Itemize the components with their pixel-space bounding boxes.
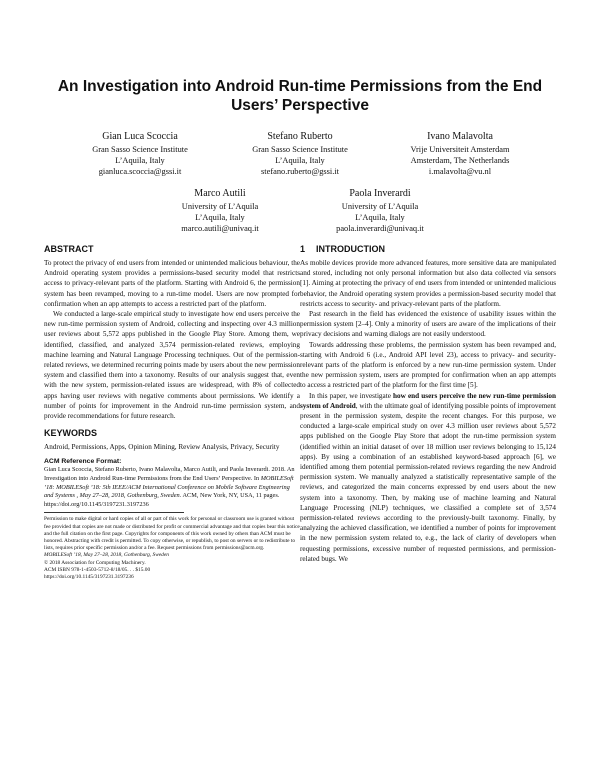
author-location: L’Aquila, Italy: [195, 213, 245, 223]
author-location: L’Aquila, Italy: [275, 156, 325, 166]
author-affiliation: University of L’Aquila: [181, 202, 259, 211]
author-name: Ivano Malavolta: [427, 131, 493, 142]
permission-notice: [44, 516, 300, 581]
author-location: L’Aquila, Italy: [355, 213, 405, 223]
author-name: Gian Luca Scoccia: [102, 131, 178, 142]
isbn-line: ACM ISBN 978-1-4503-5712-8/18/05. . . $15.00: [44, 566, 151, 573]
section-heading-introduction: [300, 243, 556, 255]
copyright-line: © 2018 Association for Computing Machinery.: [44, 559, 146, 566]
keywords-heading: KEYWORDS: [44, 428, 98, 439]
reference-venue: MOBILESoft ’18: MOBILESoft ’18: 5th IEEE/ACM International Conference on Mobile Software Engineering and Systems , May 27–28, 2018, Gothenburg, Sweden.: [44, 475, 294, 500]
intro-paragraph: [300, 391, 556, 564]
author-email: stefano.ruberto@gssi.it: [261, 167, 339, 177]
author-email: gianluca.scoccia@gssi.it: [98, 167, 182, 177]
abstract-paragraph: We conducted a large-scale empirical study to investigate how end users perceive the new run-time permission system of Android, collecting and inspecting over 4.3 million user reviews about 5,572 apps published in the Google Play Store. Among them, we identified, classified, and analyzed 3,574 permission-related reviews, employing machine learning and Natural Language Processing techniques. Out of the permission-related reviews, we determined recurring points made by users about the new permission system and classified them into a taxonomy. Results of our analysis suggest that, even with the new system, permission-related issues are widespread, with 8% of collected apps having user reviews with negative comments about permissions. We identify a number of points for improvement in the Android run-time permission system, and provide recommendations for future research.: [44, 310, 300, 421]
author-location: Amsterdam, The Netherlands: [410, 156, 510, 166]
author-affiliation: Vrije Universiteit Amsterdam: [410, 145, 510, 154]
abstract-heading: ABSTRACT: [44, 244, 94, 254]
permission-text: Permission to make digital or hard copies of all or part of this work for personal or classroom use is granted without fee provided that copies are not made or distributed for profit or commercial advantage and that copies bear this notice and the full citation on the first page. Copyrights for components of this work owned by others than ACM must be honored. Abstracting with credit is permitted. To copy otherwise, or republish, to post on servers or to redistribute to lists, requires prior specific permission and/or a fee. Request permissions from permissions@acm.org.: [44, 516, 300, 552]
doi-line: https://doi.org/10.1145/3197231.3197236: [44, 574, 134, 581]
author-block: [220, 130, 380, 178]
author-block: [370, 130, 550, 178]
author-block: [60, 130, 220, 178]
author-affiliation: Gran Sasso Science Institute: [92, 145, 188, 154]
author-email: i.malavolta@vu.nl: [428, 167, 492, 177]
author-affiliation: Gran Sasso Science Institute: [252, 145, 348, 154]
keywords-text: Android, Permissions, Apps, Opinion Mining, Review Analysis, Privacy, Security: [44, 443, 280, 452]
intro-p4-rest: , with the ultimate goal of identifying possible points of improvement present in the permission system, despite the recent changes. For this purpose, we conducted a large-scale empirical study on over 4.3 million user reviews about 5,572 apps published on the Google Play Store that adopt the run-time permission system (identified within an initial dataset of over 18 million user reviews belonging to 15,124 apps). By using a combination of an established keyword-based approach [6], we identified among them potential permission-related reviews regarding the new Android permission system. We manually analyzed a statistically representative sample of the reviews, and categorized the main concerns expressed by end users about the new system into a taxonomy. Then, by making use of machine learning and Natural Language Processing (NLP) techniques, we classified a complete set of 3,574 permission-related reviews according to the previously-built taxonomy. Finally, by analyzing the achieved classification, we identified a number of points for improvement in the new permission system related to, e.g., the lack of clarity of developers when requesting permissions, excessive number of requested permissions, and permission-related bugs. We: [300, 401, 557, 563]
intro-p4-start: In this paper, we investigate: [309, 391, 394, 400]
footnote-divider: [44, 512, 184, 513]
author-block: [140, 187, 300, 235]
right-column: [300, 243, 556, 564]
section-title: INTRODUCTION: [316, 244, 385, 254]
author-name: Stefano Ruberto: [267, 131, 333, 142]
intro-paragraph: Towards addressing these problems, the permission system has been revamped and, starting with Android 6 (i.e., Android API level 23), access to privacy- and security-relevant parts of the platform is enforced by a new run-time permission system. Under the new permission system, users are prompted for confirmation when an app attempts to access a restricted part of the platform for the first time [5].: [300, 340, 556, 390]
paper-title: An Investigation into Android Run-time Permissions from the End Users’ Perspective: [57, 78, 543, 114]
author-email: marco.autili@univaq.it: [181, 224, 259, 234]
reference-tail: ACM, New York, NY, USA, 11 pages. https://doi.org/10.1145/3197231.3197236: [44, 492, 280, 508]
author-email: paola.inverardi@univaq.it: [336, 224, 424, 234]
section-number: 1: [300, 244, 306, 254]
author-name: Marco Autili: [194, 188, 246, 199]
left-column: [44, 243, 300, 581]
author-name: Paola Inverardi: [349, 188, 411, 199]
abstract-paragraph: To protect the privacy of end users from intended or unintended malicious behaviour, the Android operating system provides a permissions-based security model that restricts access to privacy-relevant parts of the platform. Starting with Android 6, the permission system has been revamped, moving to a run-time model. Users are now prompted for confirmation when an app attempts to access a restricted part of the platform.: [44, 259, 300, 308]
author-block: [300, 187, 460, 235]
intro-p4-emphasis: how end users perceive the new run-time permission system of Android: [300, 391, 557, 410]
intro-paragraph: As mobile devices provide more advanced features, more sensitive data are manipulated and stored, including not only personal information but also data collected via sensors [1]. Aiming at protecting the privacy of end users from intended or unintended malicious behavior, the Android operating system provides a permission-based security model that restricts access to security- and privacy-relevant parts of the platform.: [300, 259, 556, 308]
reference-format-text: [44, 466, 300, 509]
author-location: L’Aquila, Italy: [115, 156, 165, 166]
author-affiliation: University of L’Aquila: [341, 202, 419, 211]
intro-paragraph: Past research in the field has evidenced the existence of usability issues within the permission system [2–4]. Only a minority of users are aware of the implications of their privacy decisions and warning dialogs are not easily understood.: [300, 310, 556, 339]
reference-format-heading: ACM Reference Format:: [44, 458, 122, 466]
reference-authors: Gian Luca Scoccia, Stefano Ruberto, Ivano Malavolta, Marco Autili, and Paola Inverardi. 2018. An Investigation into Android Run-time Permissions from the End Users’ Perspective. In: [44, 466, 295, 483]
conference-line: MOBILESoft ’18, May 27–28, 2018, Gothenburg, Sweden: [44, 552, 169, 559]
